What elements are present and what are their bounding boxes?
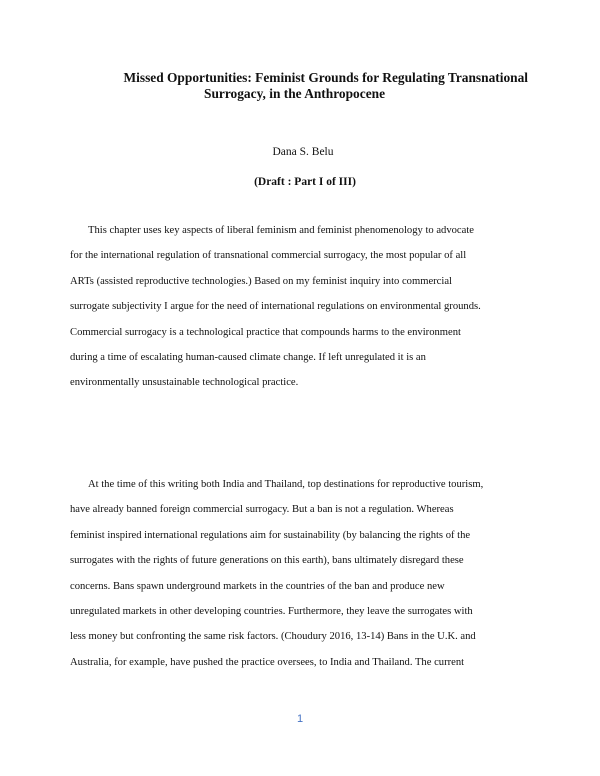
draft-label: (Draft : Part I of III)	[254, 176, 356, 188]
text-line: Australia, for example, have pushed the practice oversees, to India and Thailand. The current	[70, 656, 465, 668]
text-line: concerns. Bans spawn underground markets in the countries of the ban and produce new	[70, 580, 445, 592]
text-line: for the international regulation of transnational commercial surrogacy, the most popular of all	[70, 250, 467, 262]
text-line: have already banned foreign commercial surrogacy. But a ban is not a regulation. Whereas	[70, 504, 454, 516]
text-line: This chapter uses key aspects of liberal feminism and feminist phenomenology to advocate	[88, 225, 474, 236]
text-line: unregulated markets in other developing countries. Furthermore, they leave the surrogates with	[70, 605, 473, 617]
text-line: during a time of escalating human-caused climate change. If left unregulated it is an	[70, 351, 426, 363]
title-line-1: Missed Opportunities: Feminist Grounds for Regulating Transnational	[123, 70, 528, 85]
paper-title	[100, 70, 530, 102]
author-name: Dana S. Belu	[272, 146, 334, 158]
text-line: surrogate subjectivity I argue for the need of international regulations on environmental grounds.	[70, 301, 481, 313]
text-line: feminist inspired international regulations aim for sustainability (by balancing the rights of the	[70, 529, 471, 541]
text-line: Commercial surrogacy is a technological practice that compounds harms to the environment	[70, 326, 461, 338]
text-line: surrogates with the rights of future generations on this earth), bans ultimately disregard these	[70, 555, 464, 567]
text-line: ARTs (assisted reproductive technologies.) Based on my feminist inquiry into commercial	[70, 275, 452, 287]
paragraph-1	[70, 225, 530, 403]
text-line: environmentally unsustainable technological practice.	[70, 377, 299, 389]
title-line-2: Surrogacy, in the Anthropocene	[204, 86, 386, 101]
text-line: less money but confronting the same risk factors. (Choudury 2016, 13-14) Bans in the U.K. and	[70, 631, 476, 643]
text-line: At the time of this writing both India and Thailand, top destinations for reproductive tourism,	[88, 479, 484, 490]
page-number: 1	[296, 713, 304, 725]
paragraph-2	[70, 479, 530, 682]
